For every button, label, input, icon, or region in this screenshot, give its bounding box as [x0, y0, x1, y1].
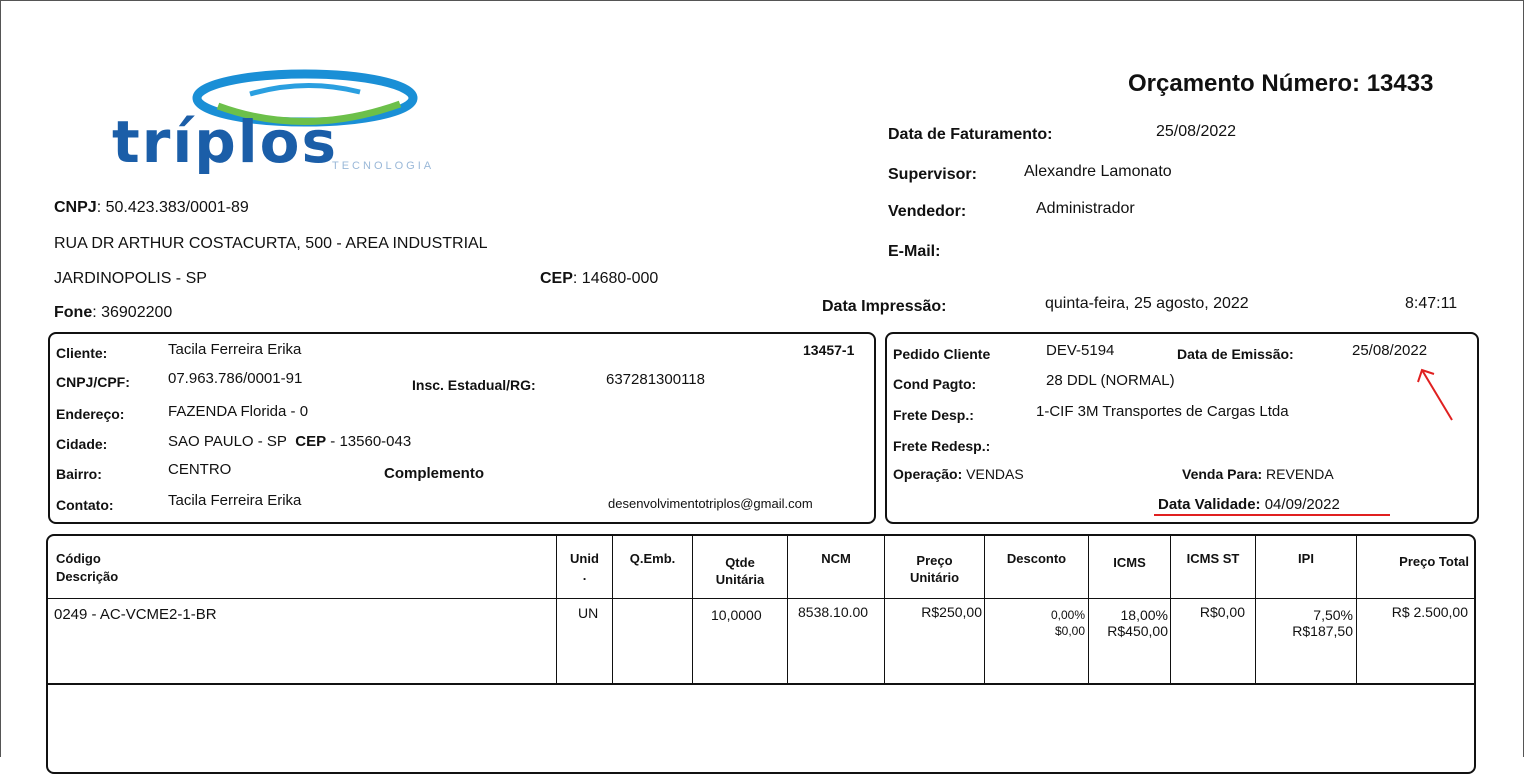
cell-price: R$250,00 [921, 604, 982, 620]
client-doc: 07.963.786/0001-91 [168, 370, 303, 387]
company-phone-label: Fone [54, 304, 93, 321]
client-ie-label: Insc. Estadual/RG: [412, 377, 536, 393]
col-header-ipi: IPI [1298, 551, 1314, 566]
sale-for-value: REVENDA [1262, 466, 1334, 482]
validity-value: 04/09/2022 [1260, 496, 1340, 513]
client-ie: 637281300118 [606, 371, 705, 388]
company-cnpj-value: : 50.423.383/0001-89 [96, 199, 249, 216]
company-city: JARDINOPOLIS - SP [54, 270, 207, 287]
client-city-label: Cidade: [56, 436, 108, 452]
print-date-label: Data Impressão: [822, 298, 947, 315]
client-order: DEV-5194 [1046, 342, 1115, 359]
col-header-total: Preço Total [1399, 554, 1469, 569]
client-email: desenvolvimentotriplos@gmail.com [608, 496, 813, 511]
validity [1158, 496, 1340, 513]
client-cep-value: - 13560-043 [326, 433, 412, 450]
col-header-code: Código [56, 551, 101, 566]
sale-for [1182, 466, 1334, 482]
cell-unit: UN [578, 605, 599, 621]
client-cep-label: CEP [295, 433, 327, 450]
cell-ipi-val: R$187,50 [1292, 623, 1353, 639]
col-header-qty [693, 554, 787, 588]
cell-discount-pct: 0,00% [1050, 608, 1085, 622]
operation [893, 466, 1024, 482]
logo-tagline: TECNOLOGIA [332, 160, 435, 172]
col-header-price-text: Preço [916, 553, 953, 568]
client-complement-label: Complemento [384, 465, 485, 482]
col-header-icms: ICMS [1113, 555, 1146, 570]
print-date: quinta-feira, 25 agosto, 2022 [1045, 295, 1249, 312]
cell-qty: 10,0000 [711, 607, 762, 623]
freight-label: Frete Desp.: [893, 407, 974, 423]
company-phone-value: : 36902200 [92, 304, 173, 321]
col-header-qemb: Q.Emb. [629, 551, 676, 566]
billing-date-label: Data de Faturamento: [888, 126, 1053, 143]
items-divider [47, 683, 1475, 685]
company-logo [100, 68, 530, 178]
client-contact: Tacila Ferreira Erika [168, 492, 302, 509]
header-divider [47, 598, 1475, 599]
company-cnpj-label: CNPJ [54, 199, 97, 216]
freight-value: 1-CIF 3M Transportes de Cargas Ltda [1036, 403, 1289, 420]
print-time: 8:47:11 [1405, 295, 1458, 312]
page-title: Orçamento Número: 13433 [1128, 70, 1434, 97]
company-cnpj [54, 199, 249, 217]
col-header-ncm: NCM [821, 551, 851, 566]
col-header-icms-st: ICMS ST [1186, 551, 1240, 566]
email-label: E-Mail: [888, 243, 941, 260]
client-address: FAZENDA Florida - 0 [168, 403, 309, 420]
client-code: 13457-1 [803, 342, 855, 358]
cell-item: 0249 - AC-VCME2-1-BR [54, 606, 217, 623]
validity-underline [1154, 514, 1390, 516]
cell-icms-st: R$0,00 [1199, 604, 1245, 620]
validity-label: Data Validade: [1158, 496, 1261, 513]
client-district: CENTRO [168, 461, 232, 478]
payment-label: Cond Pagto: [893, 376, 977, 392]
client-name-label: Cliente: [56, 345, 108, 361]
sale-for-label: Venda Para: [1182, 466, 1263, 482]
billing-date: 25/08/2022 [1156, 123, 1237, 140]
company-cep-label: CEP [540, 270, 573, 287]
col-header-price-sub: Unitário [909, 570, 960, 585]
company-cep-value: : 14680-000 [572, 270, 659, 287]
cell-icms-pct: 18,00% [1120, 607, 1168, 623]
col-header-unit-dot: . [582, 568, 587, 583]
seller-label: Vendedor: [888, 203, 967, 220]
seller-value: Administrador [1036, 200, 1135, 217]
issue-date: 25/08/2022 [1352, 342, 1428, 359]
cell-icms-val: R$450,00 [1107, 623, 1168, 639]
redesp-label: Frete Redesp.: [893, 438, 991, 454]
operation-label: Operação: [893, 466, 963, 482]
logo-wordmark: tríplos [112, 108, 338, 176]
operation-value: VENDAS [962, 466, 1024, 482]
company-phone [54, 304, 172, 322]
col-header-qty-text: Qtde [725, 555, 755, 570]
col-header-description: Descrição [56, 569, 119, 584]
cell-ncm: 8538.10.00 [798, 604, 869, 620]
cell-discount-val: $0,00 [1054, 624, 1085, 638]
supervisor-value: Alexandre Lamonato [1024, 163, 1172, 180]
supervisor-label: Supervisor: [888, 166, 977, 183]
cell-ipi-pct: 7,50% [1313, 607, 1353, 623]
annotation-arrow-icon [1410, 362, 1462, 424]
client-order-label: Pedido Cliente [893, 346, 991, 362]
cell-total: R$ 2.500,00 [1391, 604, 1468, 620]
payment-value: 28 DDL (NORMAL) [1046, 372, 1175, 389]
company-cep [540, 270, 658, 288]
client-address-label: Endereço: [56, 406, 125, 422]
client-city [168, 433, 411, 450]
client-city-value: SAO PAULO - SP [168, 433, 287, 450]
col-header-unit-text: Unid [570, 551, 599, 566]
client-doc-label: CNPJ/CPF: [56, 374, 130, 390]
client-district-label: Bairro: [56, 466, 102, 482]
client-name: Tacila Ferreira Erika [168, 341, 302, 358]
col-header-discount: Desconto [1006, 551, 1067, 566]
col-header-price [885, 552, 984, 586]
company-address: RUA DR ARTHUR COSTACURTA, 500 - AREA INDUSTRIAL [54, 235, 488, 252]
issue-date-label: Data de Emissão: [1177, 346, 1294, 362]
client-contact-label: Contato: [56, 497, 114, 513]
col-header-unit [557, 550, 612, 584]
col-header-qty-sub: Unitária [715, 572, 765, 587]
